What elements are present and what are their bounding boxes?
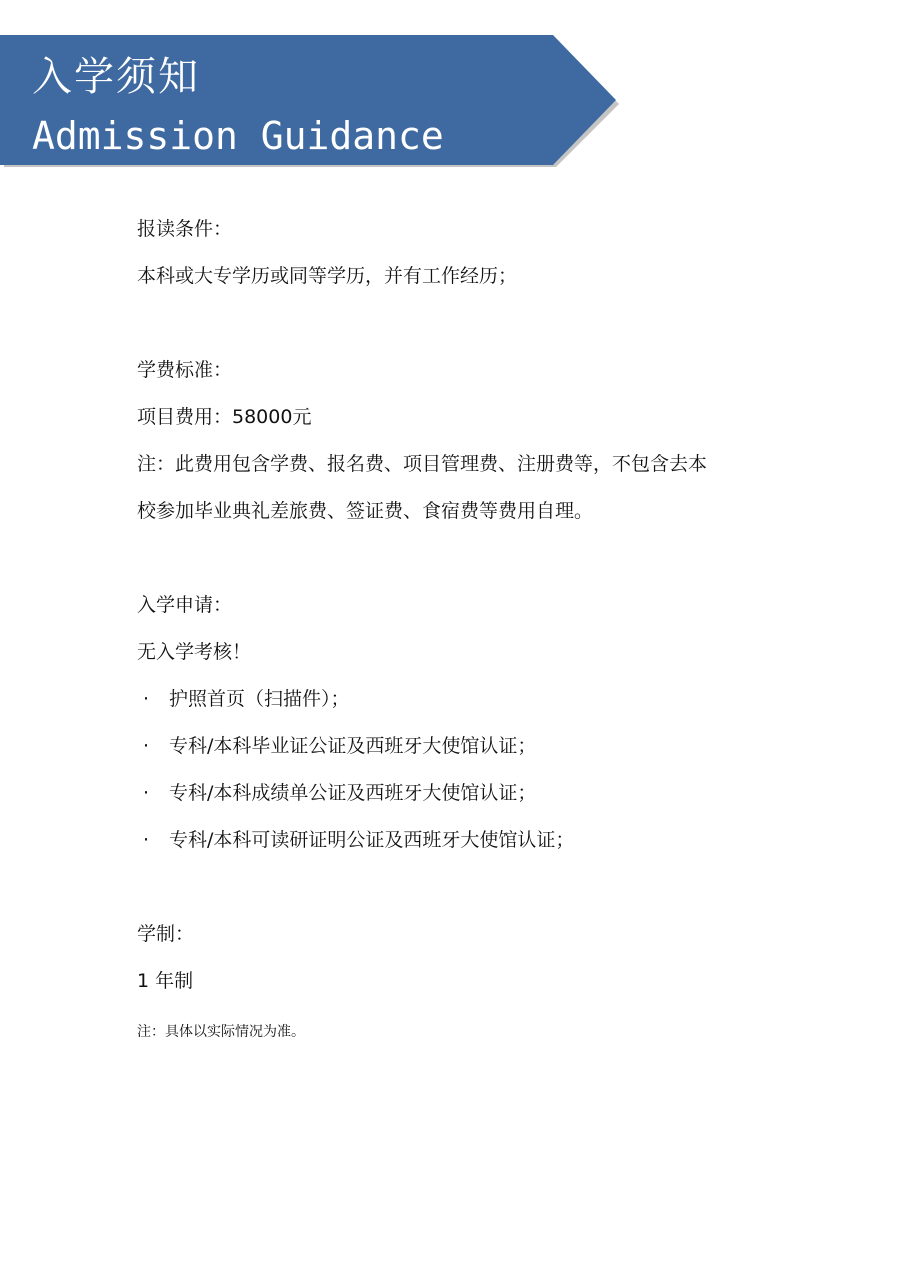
list-item-text: 专科/本科毕业证公证及西班牙大使馆认证；: [169, 735, 537, 757]
duration-text: 1 年制: [137, 970, 194, 992]
page-subtitle: Admission Guidance: [32, 114, 444, 158]
tuition-note-line-2: 校参加毕业典礼差旅费、签证费、食宿费等费用自理。: [137, 500, 594, 522]
bullet-dot: ·: [143, 735, 150, 757]
list-item: [137, 777, 817, 824]
application-text: 无入学考核！: [137, 641, 252, 663]
list-item: [137, 824, 817, 871]
requirements-text: 本科或大专学历或同等学历，并有工作经历；: [137, 265, 518, 287]
list-item-text: 专科/本科成绩单公证及西班牙大使馆认证；: [169, 782, 537, 804]
footnote: 注：具体以实际情况为准。: [137, 1024, 305, 1040]
tuition-fee: 项目费用：58000元: [137, 406, 312, 428]
spacer: [137, 542, 817, 589]
spacer: [137, 871, 817, 918]
bullet-dot: ·: [143, 782, 150, 804]
bullet-dot: ·: [143, 688, 150, 710]
header-banner: [0, 35, 620, 169]
spacer: [137, 307, 817, 354]
list-item-text: 护照首页（扫描件）；: [169, 688, 350, 710]
application-heading: 入学申请：: [137, 594, 233, 616]
page-title: 入学须知: [32, 54, 200, 100]
list-item: [137, 683, 817, 730]
tuition-heading: 学费标准：: [137, 359, 233, 381]
bullet-dot: ·: [143, 829, 150, 851]
list-item-text: 专科/本科可读研证明公证及西班牙大使馆认证；: [169, 829, 575, 851]
tuition-note-line-1: 注：此费用包含学费、报名费、项目管理费、注册费等，不包含去本: [137, 453, 708, 475]
requirements-heading: 报读条件：: [137, 218, 233, 240]
list-item: [137, 730, 817, 777]
main-content: [137, 213, 817, 1044]
duration-heading: 学制：: [137, 923, 195, 945]
